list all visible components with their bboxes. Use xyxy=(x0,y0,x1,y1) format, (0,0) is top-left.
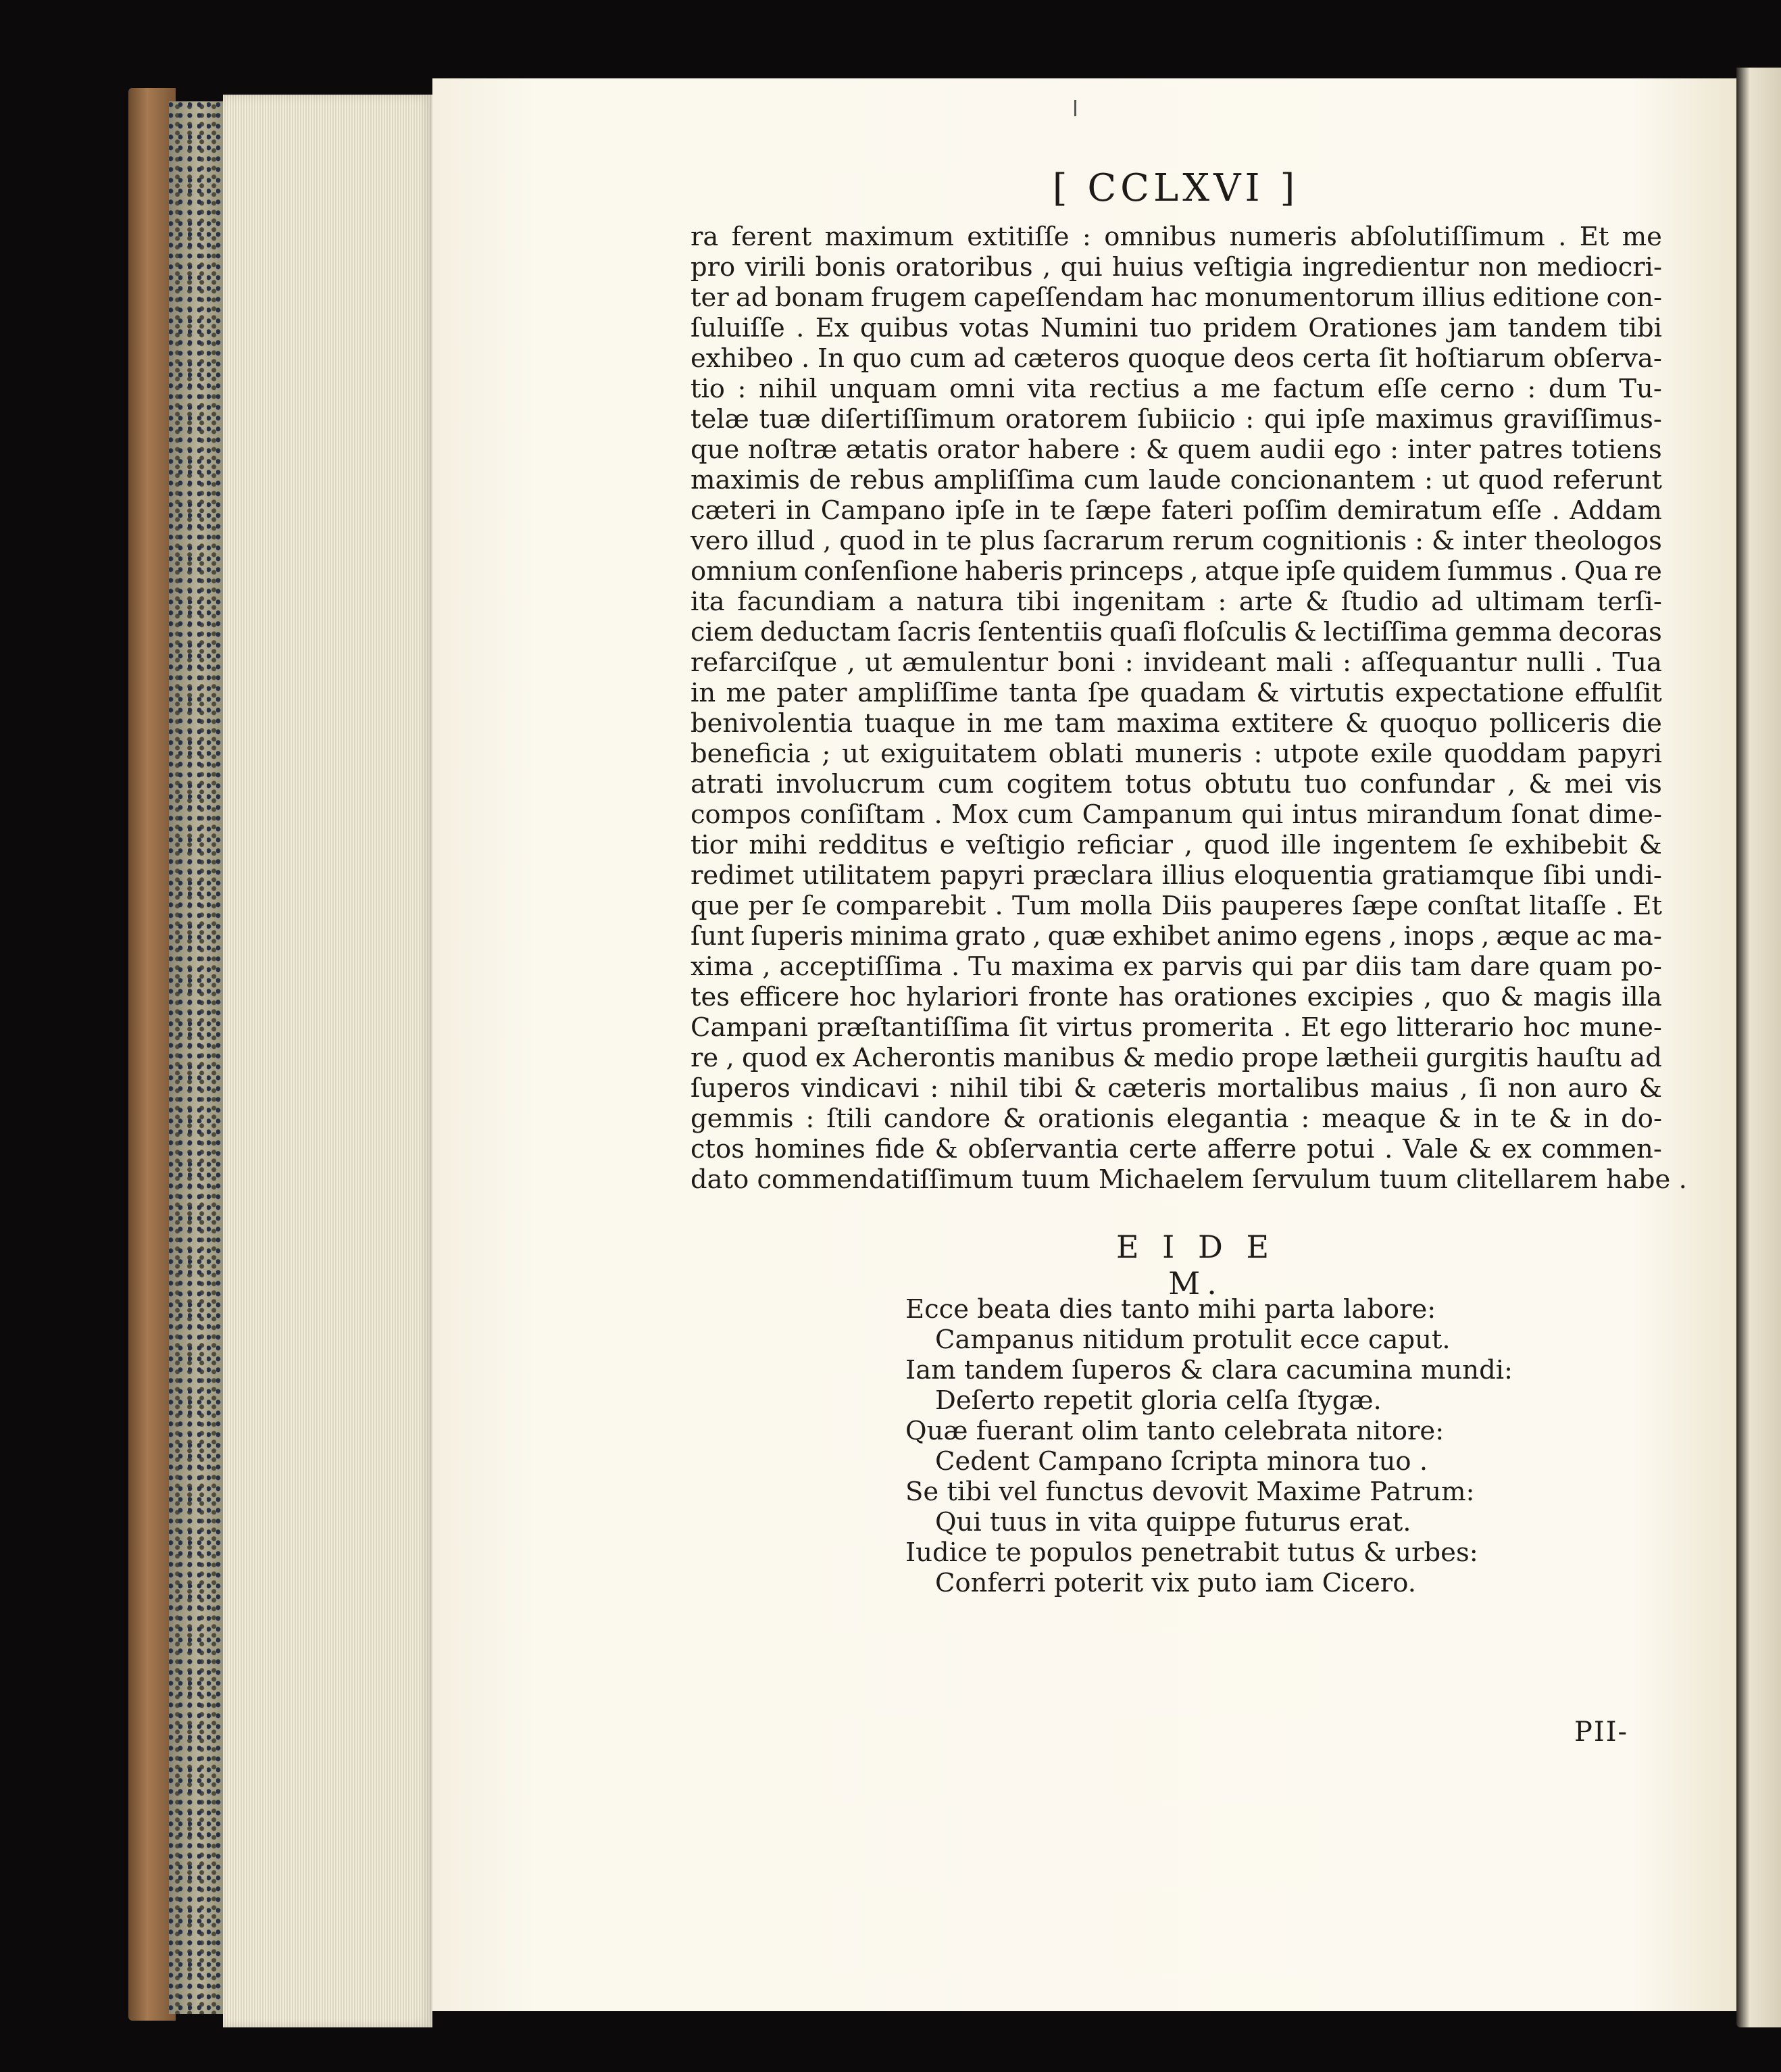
prose-line: in me pater ampliſſime tanta ſpe quadam & virtutis expectatione effulſit xyxy=(691,678,1662,708)
prose-line: ciem deductam ſacris ſententiis quaſi floſculis & lectiſſima gemma decoras xyxy=(691,617,1662,647)
prose-line: que per ſe comparebit . Tum molla Diis pauperes ſæpe conſtat litaſſe . Et xyxy=(691,891,1662,921)
prose-line: Campani præſtantiſſima ſit virtus promerita . Et ego litterario hoc mune- xyxy=(691,1012,1662,1043)
prose-line: ſunt ſuperis minima grato , quæ exhibet animo egens , inops , æque ac ma- xyxy=(691,921,1662,952)
prose-line: dato commendatiſſimum tuum Michaelem ſervulum tuum clitellarem habe . xyxy=(691,1164,1687,1195)
prose-line: telæ tuæ diſertiſſimum oratorem ſubiicio : qui ipſe maximus graviſſimus- xyxy=(691,404,1662,435)
poem-verse: Quæ fuerant olim tanto celebrata nitore: xyxy=(905,1416,1445,1446)
prose-line: tior mihi redditus e veſtigio reficiar , quod ille ingentem ſe exhibebit & xyxy=(691,830,1662,860)
prose-line: pro virili bonis oratoribus , qui huius veſtigia ingredientur non mediocri- xyxy=(691,252,1662,282)
prose-line: ctos homines fide & obſervantia certe afferre potui . Vale & ex commen- xyxy=(691,1134,1662,1164)
prose-line: xima , acceptiſſima . Tu maxima ex parvis qui par diis tam dare quam po- xyxy=(691,952,1662,982)
prose-line: que noſtræ ætatis orator habere : & quem audii ego : inter patres totiens xyxy=(691,435,1662,465)
poem-verse: Campanus nitidum protulit ecce caput. xyxy=(935,1325,1451,1355)
prose-line: vero illud , quod in te plus ſacrarum rerum cognitionis : & inter theologos xyxy=(691,526,1662,556)
poem-verse: Conferri poterit vix puto iam Cicero. xyxy=(935,1568,1416,1598)
prose-line: cæteri in Campano ipſe in te ſæpe fateri poſſim demiratum eſſe . Addam xyxy=(691,495,1662,526)
page-block-edge xyxy=(223,95,432,2027)
prose-line: ſuluiſſe . Ex quibus votas Numini tuo pridem Orationes jam tandem tibi xyxy=(691,313,1662,343)
poem-block xyxy=(905,1294,1513,1598)
prose-line: beneficia ; ut exiguitatem oblati muneris : utpote exile quoddam papyri xyxy=(691,739,1662,769)
prose-line: tes efficere hoc hylariori fronte has orationes excipies , quo & magis illa xyxy=(691,982,1662,1012)
prose-line: re , quod ex Acherontis manibus & medio prope lætheii gurgitis hauſtu ad xyxy=(691,1043,1662,1073)
prose-line: refarciſque , ut æmulentur boni : invideant mali : aſſequantur nulli . Tua xyxy=(691,647,1662,678)
prose-line: tio : nihil unquam omni vita rectius a me factum eſſe cerno : dum Tu- xyxy=(691,374,1662,404)
prose-block xyxy=(691,222,1687,1195)
page-number-header: [ CCLXVI ] xyxy=(1052,166,1299,210)
prose-line: maximis de rebus ampliſſima cum laude concionantem : ut quod referunt xyxy=(691,465,1662,495)
prose-line: ra ferent maximum extitiſſe : omnibus numeris abſolutiſſimum . Et me xyxy=(691,222,1662,252)
poem-verse: Iam tandem ſuperos & clara cacumina mundi: xyxy=(905,1355,1513,1385)
poem-verse: Deſerto repetit gloria celſa ſtygæ. xyxy=(935,1385,1382,1416)
poem-verse: Ecce beata dies tanto mihi parta labore: xyxy=(905,1294,1436,1325)
prose-line: benivolentia tuaque in me tam maxima extitere & quoquo polliceris die xyxy=(691,708,1662,739)
prose-line: compos conſiſtam . Mox cum Campanum qui intus mirandum ſonat dime- xyxy=(691,799,1662,830)
prose-line: ſuperos vindicavi : nihil tibi & cæteris mortalibus maius , ſi non auro & xyxy=(691,1073,1662,1104)
prose-line: atrati involucrum cum cogitem totus obtutu tuo confundar , & mei vis xyxy=(691,769,1662,799)
prose-line: ita facundiam a natura tibi ingenitam : arte & ſtudio ad ultimam terſi- xyxy=(691,587,1662,617)
prose-line: redimet utilitatem papyri præclara illius eloquentia gratiamque ſibi undi- xyxy=(691,860,1662,891)
prose-line: omnium conſenſione haberis princeps , atque ipſe quidem ſummus . Qua re xyxy=(691,556,1662,587)
poem-verse: Cedent Campano ſcripta minora tuo . xyxy=(935,1446,1428,1477)
poem-verse: Qui tuus in vita quippe futurus erat. xyxy=(935,1507,1411,1537)
marbled-page-edge xyxy=(169,101,230,2014)
catchword: PII- xyxy=(1574,1717,1629,1748)
poem-verse: Se tibi vel functus devovit Maxime Patrum: xyxy=(905,1477,1475,1507)
facing-page-edge xyxy=(1736,68,1781,2027)
prose-line: gemmis : ſtili candore & orationis elegantia : meaque & in te & in do- xyxy=(691,1104,1662,1134)
poem-verse: Iudice te populos penetrabit tutus & urbes: xyxy=(905,1537,1478,1568)
prose-line: ter ad bonam frugem capeſſendam hac monumentorum illius editione con- xyxy=(691,282,1662,313)
prose-line: exhibeo . In quo cum ad cæteros quoque deos certa ſit hoſtiarum obſerva- xyxy=(691,343,1662,374)
stray-mark xyxy=(1074,100,1076,116)
section-title: E I D E M. xyxy=(1115,1229,1276,1302)
